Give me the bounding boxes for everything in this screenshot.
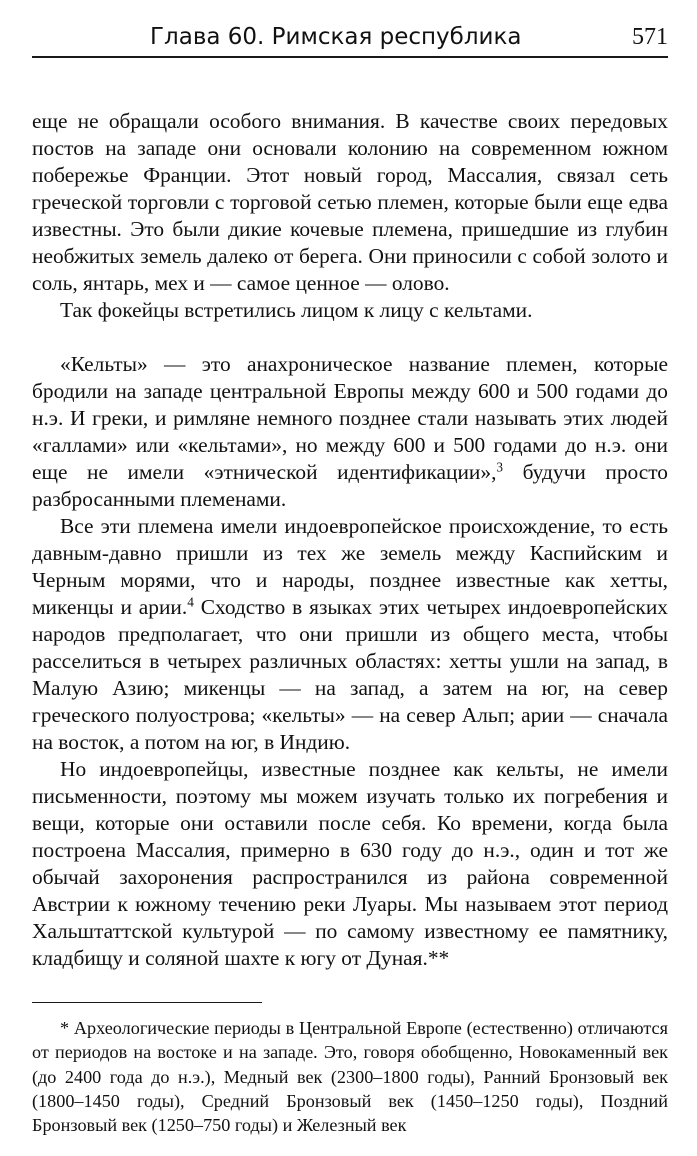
- paragraph-text: «Кельты» — это анахроническое название племен, которые бродили на западе центральной Европы между 600 и 500 годами до н.э. И греки, и римляне немного позднее стали называть этих людей «галлами» или «кельтами», но между 600 и 500 годами до н.э. они еще не имели «этнической идентификации»,: [32, 352, 668, 484]
- paragraph: [32, 513, 668, 756]
- footnote-ref: 4: [187, 594, 194, 610]
- paragraph: Так фокейцы встретились лицом к лицу с кельтами.: [60, 298, 533, 322]
- footnote: * Археологические периоды в Центральной Европе (естественно) отличаются от периодов на востоке и на западе. Это, говоря обобщенно, Новокаменный век (до 2400 года до н.э.), Медный век (2300–1800 годы), Ранний Бронзовый век (1800–1450 годы), Средний Бронзовый век (1450–1250 годы), Поздний Бронзовый век (1250–750 годы) и Железный век: [32, 1018, 668, 1136]
- page-number: 571: [632, 24, 668, 50]
- paragraph-text: Все эти племена имели индоевропейское происхождение, то есть давным-давно пришли из тех же земель между Каспийским и Черным морями, что и народы, позднее известные как хетты, микенцы и арии.: [32, 514, 668, 619]
- paragraph-text: Сходство в языках этих четырех индоевропейских народов предполагает, что они пришли из общего места, чтобы расселиться в четырех различных областях: хетты ушли на запад, в Малую Азию; микенцы — на запад, а затем на юг, на север греческого полуострова; «кельты» — на север Альп; арии — сначала на восток, а потом на юг, в Индию.: [32, 595, 668, 754]
- book-page: [32, 20, 668, 1156]
- paragraph: Но индоевропейцы, известные позднее как кельты, не имели письменности, поэтому мы можем изучать только их погребения и вещи, которые они оставили после себя. Ко времени, когда была построена Массалия, примерно в 630 году до н.э., один и тот же обычай захоронения распространился из района современной Австрии к южному течению реки Луары. Мы называем этот период Хальштаттской культурой — по самому известному ее памятнику, кладбищу и соляной шахте к югу от Дуная.**: [32, 757, 668, 970]
- paragraph: [32, 351, 668, 513]
- paragraph-text: будучи просто разбросанными племенами.: [32, 460, 668, 511]
- running-head: [32, 20, 668, 58]
- footnote-divider: [32, 1002, 262, 1003]
- paragraph: еще не обращали особого внимания. В качестве своих передовых постов на западе они основали колонию на современном южном побережье Франции. Этот новый город, Массалия, связал сеть греческой торговли с торговой сетью племен, которые были еще едва известны. Это были дикие кочевые племена, пришедшие из глубин необжитых земель далеко от берега. Они приносили с собой золото и соль, янтарь, мех и — самое ценное — олово.: [32, 109, 668, 295]
- footnote-ref: 3: [496, 459, 504, 475]
- chapter-title: Глава 60. Римская республика: [150, 24, 522, 50]
- body-text: [32, 108, 668, 972]
